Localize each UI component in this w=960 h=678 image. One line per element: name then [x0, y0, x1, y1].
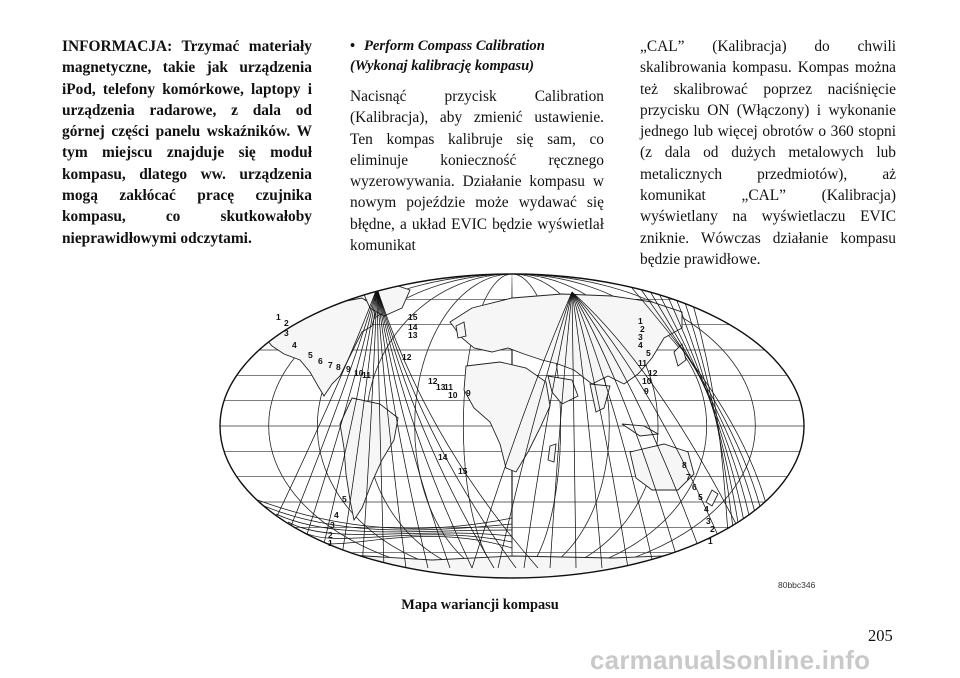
- contour-label: 10: [354, 368, 364, 378]
- figure-code: 80bbc346: [778, 580, 816, 590]
- contour-label: 12: [402, 352, 412, 362]
- contour-label: 3: [638, 332, 643, 342]
- calibration-paragraph-2: „CAL” (Kalibracja) do chwili skalibrowania kompasu. Kompas można też skalibrować poprzez naciśnięcie przycisku ON (Włączony) i wykonanie jednego lub więcej obrotów o 360 stopni (z dala od dużych metalowych lub metalicznych przedmiotów), aż komunikat „CAL” (Kalibracja) wyświetlany na wyświetlaczu EVIC zniknie. Wówczas działanie kompasu będzie prawidłowe.: [640, 38, 896, 268]
- contour-label: 11: [444, 382, 453, 392]
- contour-label: 4: [334, 510, 339, 520]
- contour-label: 1: [328, 538, 333, 548]
- map-body: [212, 268, 812, 588]
- contour-label: 7: [686, 472, 691, 482]
- page-number: 205: [868, 626, 893, 645]
- contour-label: 12: [428, 376, 438, 386]
- contour-label: 1: [276, 312, 281, 322]
- contour-label: 11: [362, 370, 371, 380]
- contour-label: 2: [640, 324, 645, 334]
- contour-label: 1: [708, 536, 713, 546]
- contour-label: 12: [648, 368, 658, 378]
- contour-label: 3: [284, 328, 289, 338]
- antarctica: [232, 554, 802, 588]
- contour-label: 5: [342, 494, 347, 504]
- watermark: carmanualsonline.info: [590, 645, 871, 675]
- contour-label: 14: [438, 452, 448, 462]
- figure-caption: Mapa wariancji kompasu: [401, 597, 559, 613]
- contour-label: 3: [706, 516, 711, 526]
- contour-label: 5: [646, 348, 651, 358]
- contour-label: 9: [466, 388, 471, 398]
- contour-label: 15: [458, 466, 468, 476]
- contour-label: 5: [308, 350, 313, 360]
- contour-label: 9: [346, 364, 351, 374]
- contour-label: 5: [698, 492, 703, 502]
- contour-label: 2: [328, 530, 333, 540]
- calibration-column-3: [640, 36, 896, 270]
- contour-label: 15: [408, 312, 418, 322]
- bullet: •: [350, 38, 356, 54]
- contour-label: 7: [328, 360, 333, 370]
- world-map-figure: [212, 268, 812, 588]
- contour-label: 6: [692, 482, 697, 492]
- compass-variance-map: [212, 268, 812, 588]
- contour-label: 8: [336, 362, 341, 372]
- contour-label: 6: [318, 356, 323, 366]
- contour-label: 2: [284, 318, 289, 328]
- calibration-paragraph-1: Nacisnąć przycisk Calibration (Kalibracja), aby zmienić ustawienie. Ten kompas kalibruje się sam, co eliminuje konieczność ręcznego wyzerowywania. Działanie kompasu w nowym pojeździe może wydawać się błędne, a układ EVIC będzie wyświetlał komunikat: [350, 88, 604, 255]
- contour-label: 4: [704, 504, 709, 514]
- contour-label: 11: [638, 358, 647, 368]
- contour-label: 14: [408, 322, 418, 332]
- contour-label: 3: [330, 520, 335, 530]
- contour-label: 10: [642, 376, 652, 386]
- magnet-warning-note: INFORMACJA: Trzymać materiały magnetyczne, takie jak urządzenia iPod, telefony komórkowe, laptopy i urządzenia radarowe, z dala od górnej części panelu wskaźników. W tym miejscu znajduje się moduł kompasu, dlatego ww. urządzenia mogą zakłócać pracę czujnika kompasu, co skutkowałoby nieprawidłowymi odczytami.: [62, 38, 312, 247]
- contour-label: 13: [436, 382, 446, 392]
- contour-label: 8: [682, 460, 687, 470]
- contour-label: 2: [710, 524, 715, 534]
- contour-label: 10: [448, 390, 458, 400]
- contour-label: 13: [408, 330, 418, 340]
- contour-label: 1: [638, 316, 643, 326]
- calibration-column-2: [350, 36, 604, 256]
- contour-label: 4: [638, 340, 643, 350]
- calibration-heading: • Perform Compass Calibration (Wykonaj kalibrację kompasu): [350, 38, 545, 74]
- contour-label: 9: [644, 386, 649, 396]
- contour-label: 4: [292, 340, 297, 350]
